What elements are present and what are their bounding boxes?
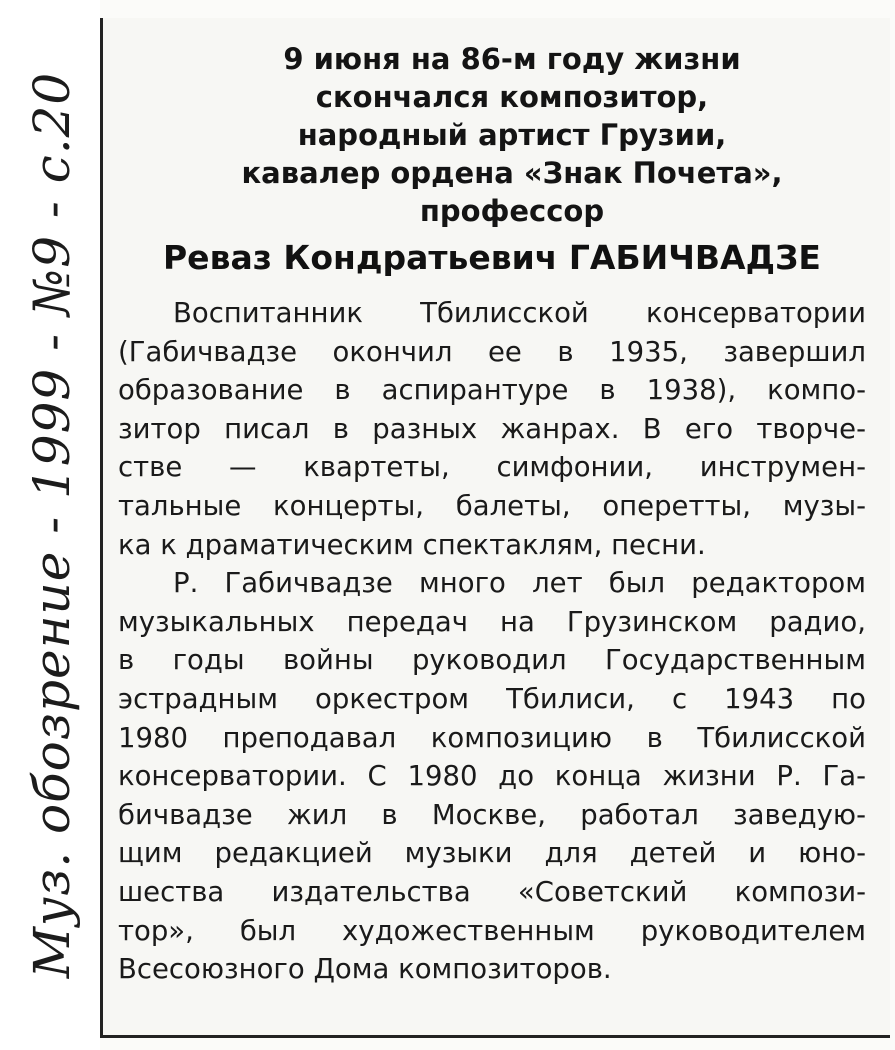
article-line: в годы войны руководил Государственным	[118, 644, 866, 677]
article-line: зитор писал в разных жанрах. В его творче-	[118, 412, 866, 445]
article-line: (Габичвадзе окончил ее в 1935, завершил	[118, 335, 866, 368]
article-line: эстрадным оркестром Тбилиси, с 1943 по	[118, 682, 866, 715]
article-line: Воспитанник Тбилисской консерватории	[173, 297, 866, 329]
article-line: тор», был художественным руководителем	[118, 914, 866, 947]
heading-line: кавалер ордена «Знак Почета»,	[241, 156, 783, 190]
left-margin	[0, 0, 100, 1050]
article-line: бичвадзе жил в Москве, работал заведую-	[118, 798, 866, 831]
article-line: музыкальных передач на Грузинском радио,	[118, 605, 866, 638]
article-line: 1980 преподавал композицию в Тбилисской	[118, 721, 866, 754]
article-line: стве — квартеты, симфонии, инструмен-	[118, 451, 866, 484]
article-line: Р. Габичвадзе много лет был редактором	[173, 567, 866, 600]
article-line: Всесоюзного Дома композиторов.	[118, 953, 612, 986]
heading-line: 9 июня на 86-м году жизни	[283, 42, 741, 76]
article-body	[118, 294, 866, 989]
heading-line: скончался композитор,	[315, 80, 709, 114]
article-line: щим редакцией музыки для детей и юно-	[118, 837, 866, 870]
heading-line: профессор	[419, 194, 605, 228]
person-name: Реваз Кондратьевич ГАБИЧВАДЗЕ	[163, 238, 821, 277]
handwritten-source-note: Муз. обозрение - 1999 - №9 - с.20	[23, 71, 81, 979]
newspaper-clipping	[100, 18, 890, 1038]
clipping-content	[118, 40, 866, 989]
heading-line: народный артист Грузии,	[297, 118, 727, 152]
article-line: образование в аспирантуре в 1938), компо-	[118, 374, 866, 407]
obituary-heading	[118, 40, 866, 230]
article-line: консерватории. С 1980 до конца жизни Р. Га-	[118, 760, 866, 793]
article-line: тальные концерты, балеты, оперетты, музы-	[118, 489, 866, 522]
article-line: шества издательства «Советский компози-	[118, 875, 866, 908]
article-line: ка к драматическим спектаклям, песни.	[118, 528, 706, 561]
